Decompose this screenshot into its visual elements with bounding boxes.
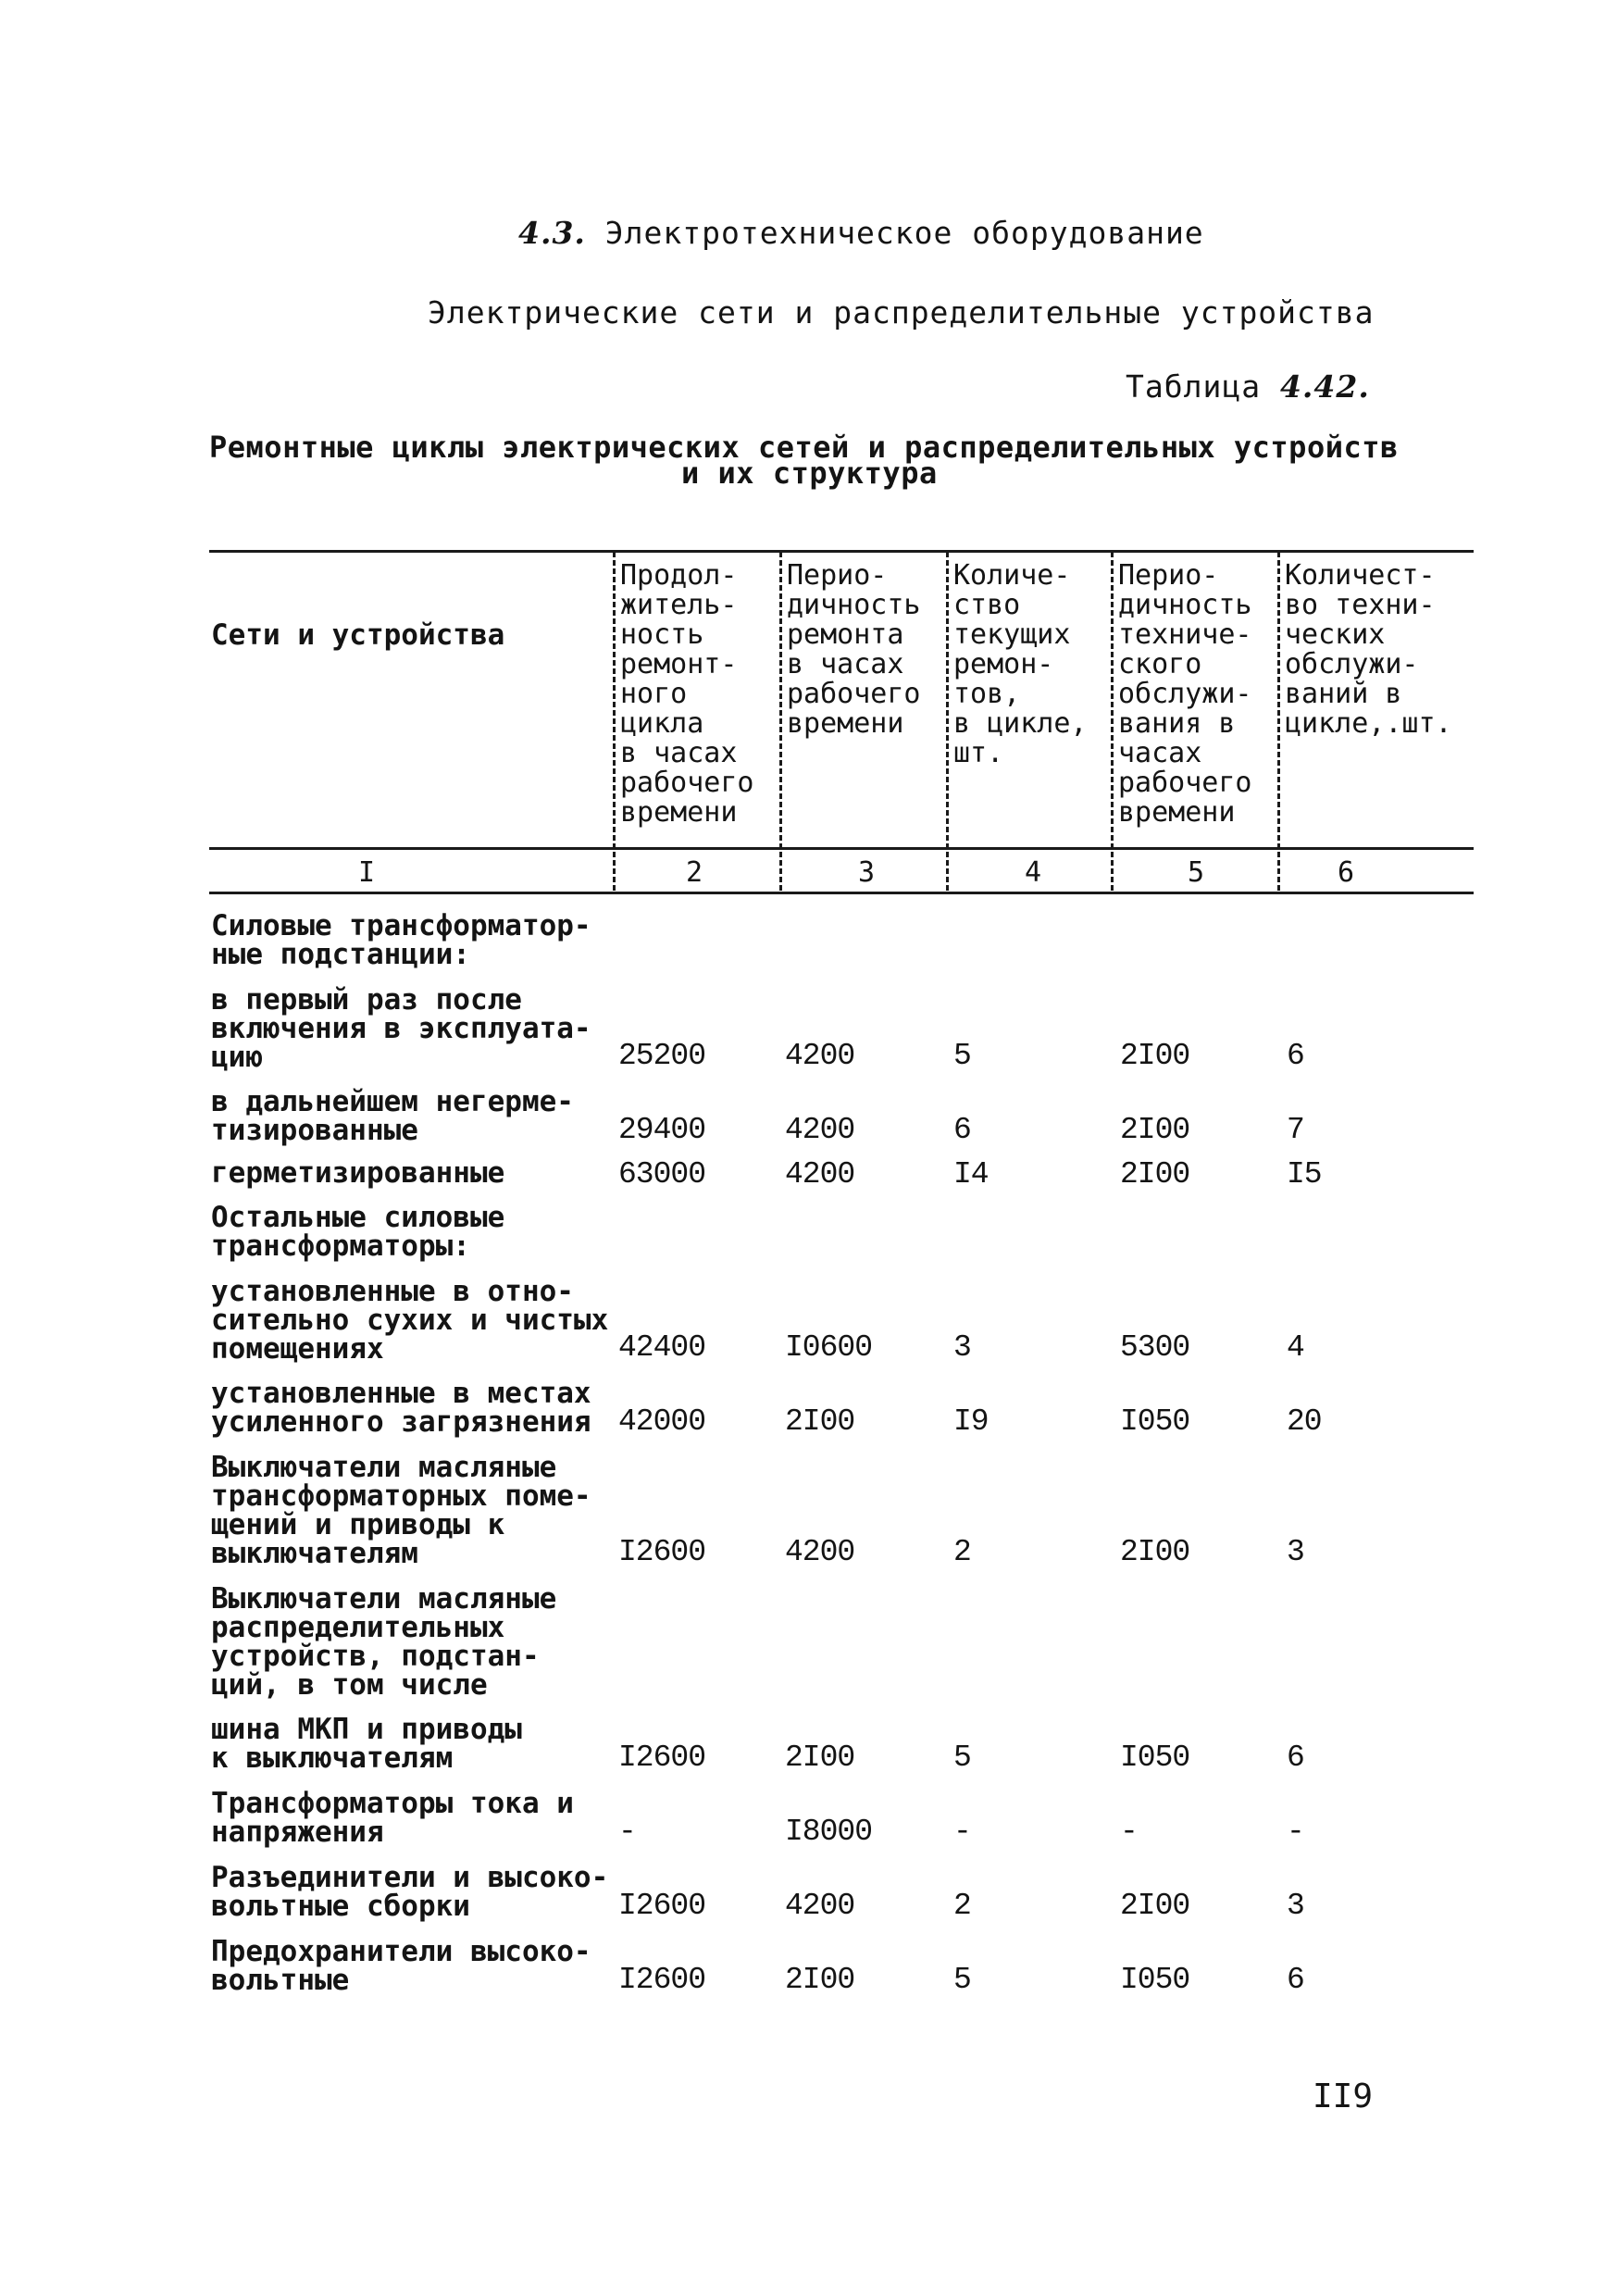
- table-row-label: Предохранители высоко- вольтные: [211, 1935, 591, 1997]
- table-cell: 6: [1287, 1741, 1304, 1775]
- column-header-2: Продол- житель- ность ремонт- ного цикла в часах рабочего времени: [620, 559, 754, 829]
- table-row-label: герметизированные: [211, 1156, 505, 1190]
- column-number: 6: [1337, 856, 1355, 889]
- column-separator: [1111, 552, 1114, 891]
- column-number: 4: [1024, 856, 1042, 889]
- table-number: 4.42.: [1279, 368, 1370, 405]
- table-row-label: установленные в отно- сительно сухих и чистых помещениях: [211, 1275, 609, 1366]
- table-row-label: в первый раз после включения в эксплуата- цию: [211, 983, 591, 1074]
- table-cell: I050: [1120, 1741, 1190, 1775]
- table-cell: 7: [1287, 1113, 1304, 1147]
- table-cell: I5: [1287, 1157, 1322, 1192]
- table-row-label: Выключатели масляные распределительных устройств, подстан- ций, в том числе: [211, 1582, 557, 1702]
- table-row-label: Выключатели масляные трансформаторных поме- щений и приводы к выключателям: [211, 1451, 591, 1570]
- column-separator: [779, 552, 782, 891]
- table-cell: I0600: [785, 1330, 873, 1365]
- table-caption-line-2: и их структура: [681, 455, 938, 491]
- table-cell: I2600: [618, 1963, 706, 1997]
- table-cell: -: [618, 1815, 636, 1849]
- table-cell: I4: [953, 1157, 989, 1192]
- table-cell: 5: [953, 1741, 971, 1775]
- table-cell: 2I00: [785, 1741, 855, 1775]
- column-header-6: Количест- во техни- ческих обслужи- ваний в цикле,.шт.: [1285, 559, 1452, 740]
- table-cell: 4200: [785, 1157, 855, 1192]
- table-cell: 42000: [618, 1404, 706, 1439]
- table-cell: 4200: [785, 1039, 855, 1073]
- table-cell: I2600: [618, 1741, 706, 1775]
- column-header-3: Перио- дичность ремонта в часах рабочего времени: [787, 559, 921, 740]
- table-cell: 2I00: [1120, 1889, 1190, 1923]
- column-header-1: Сети и устройства: [211, 618, 505, 652]
- table-cell: 2: [953, 1889, 971, 1923]
- table-cell: 2I00: [1120, 1113, 1190, 1147]
- table-cell: 3: [1287, 1889, 1304, 1923]
- table-cell: I2600: [618, 1535, 706, 1569]
- table-label-line: [1126, 368, 1370, 405]
- table-top-rule: [209, 550, 1474, 553]
- table-cell: 4200: [785, 1113, 855, 1147]
- table-cell: I9: [953, 1404, 989, 1439]
- page-number: II9: [1313, 2078, 1374, 2115]
- table-caption-line-1: Ремонтные циклы электрических сетей и распределительных устройств: [209, 430, 1399, 465]
- table-cell: 63000: [618, 1157, 706, 1192]
- column-number: I: [357, 856, 376, 889]
- column-separator: [946, 552, 949, 891]
- table-row-label: Разъединители и высоко- вольтные сборки: [211, 1861, 609, 1923]
- table-cell: 6: [953, 1113, 971, 1147]
- section-number: 4.3.: [518, 215, 586, 251]
- table-row-label: Остальные силовые трансформаторы:: [211, 1201, 505, 1263]
- table-cell: 2I00: [785, 1404, 855, 1439]
- table-cell: 25200: [618, 1039, 706, 1073]
- table-row-label: в дальнейшем негерме- тизированные: [211, 1085, 574, 1147]
- table-cell: -: [953, 1815, 971, 1849]
- column-separator: [1277, 552, 1280, 891]
- table-cell: 5: [953, 1039, 971, 1073]
- table-cell: 6: [1287, 1963, 1304, 1997]
- table-cell: 2I00: [1120, 1535, 1190, 1569]
- table-cell: 3: [1287, 1535, 1304, 1569]
- table-header-rule: [209, 847, 1474, 850]
- table-cell: I050: [1120, 1963, 1190, 1997]
- table-cell: 4200: [785, 1889, 855, 1923]
- table-cell: 4: [1287, 1330, 1304, 1365]
- table-cell: 2I00: [1120, 1039, 1190, 1073]
- table-cell: 2I00: [785, 1963, 855, 1997]
- table-cell: 2: [953, 1535, 971, 1569]
- column-header-5: Перио- дичность техниче- ского обслужи- вания в часах рабочего времени: [1118, 559, 1252, 829]
- table-cell: 5: [953, 1963, 971, 1997]
- subtitle: Электрические сети и распределительные устройства: [428, 294, 1375, 331]
- table-cell: 29400: [618, 1113, 706, 1147]
- table-cell: 6: [1287, 1039, 1304, 1073]
- table-cell: 20: [1287, 1404, 1322, 1439]
- column-number: 5: [1187, 856, 1205, 889]
- section-heading: [518, 215, 1204, 251]
- column-number: 3: [857, 856, 876, 889]
- table-cell: 2I00: [1120, 1157, 1190, 1192]
- table-cell: I8000: [785, 1815, 873, 1849]
- table-cell: I050: [1120, 1404, 1190, 1439]
- table-label: Таблица: [1126, 368, 1262, 405]
- table-row-label: Трансформаторы тока и напряжения: [211, 1787, 574, 1849]
- table-row-label: шина МКП и приводы к выключателям: [211, 1713, 522, 1775]
- section-title: Электротехническое оборудование: [604, 215, 1204, 251]
- table-number-rule: [209, 892, 1474, 894]
- table-cell: -: [1120, 1815, 1138, 1849]
- column-separator: [613, 552, 616, 891]
- table-cell: -: [1287, 1815, 1304, 1849]
- table-row-label: Силовые трансформатор- ные подстанции:: [211, 909, 591, 971]
- table-cell: 3: [953, 1330, 971, 1365]
- table-cell: 5300: [1120, 1330, 1190, 1365]
- table-cell: 42400: [618, 1330, 706, 1365]
- table-cell: 4200: [785, 1535, 855, 1569]
- table-row-label: установленные в местах усиленного загрязнения: [211, 1377, 591, 1439]
- table-cell: I2600: [618, 1889, 706, 1923]
- column-header-4: Количе- ство текущих ремон- тов, в цикле, шт.: [953, 559, 1088, 769]
- column-number: 2: [685, 856, 703, 889]
